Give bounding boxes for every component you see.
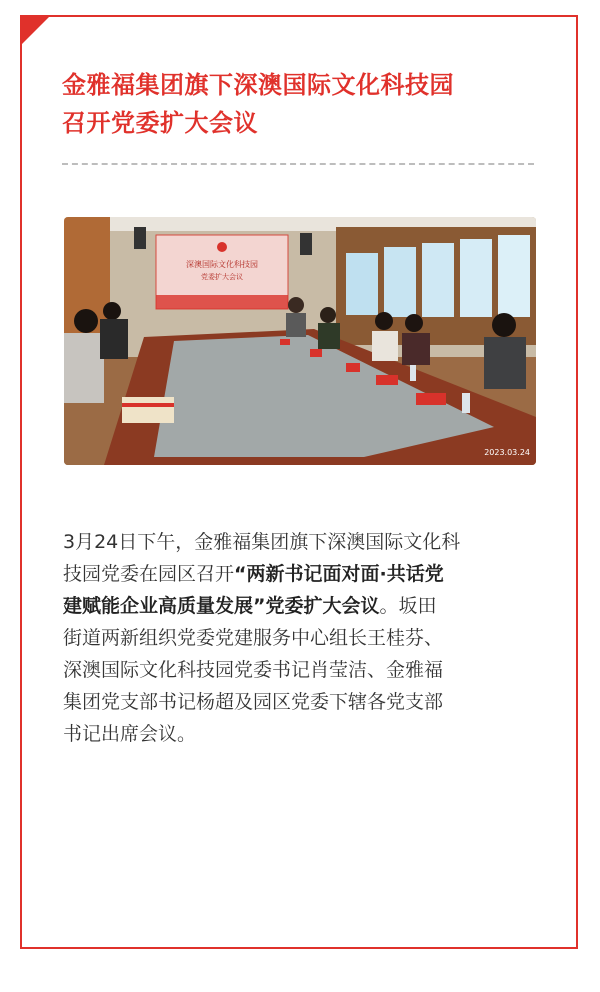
body-line-1: 3月24日下午，金雅福集团旗下深澳国际文化科 — [63, 531, 461, 553]
screen-text-line-1: 深澳国际文化科技园 — [186, 260, 258, 269]
body-line-5: 深澳国际文化科技园党委书记肖莹洁、金雅福 — [63, 659, 444, 681]
article-body — [63, 526, 541, 750]
body-line-2-text: 技园党委在园区召开 — [63, 563, 235, 585]
meeting-theme-part-1: “两新书记面对面·共话党 — [234, 563, 444, 585]
meeting-name: 党委扩大会议 — [265, 595, 380, 617]
photo-date-stamp: 2023.03.24 — [484, 448, 530, 457]
body-line-2 — [63, 558, 541, 590]
screen-text-line-2: 党委扩大会议 — [201, 273, 243, 281]
article-title-line-1: 金雅福集团旗下深澳国际文化科技园 — [62, 71, 454, 99]
meeting-theme-part-2: 建赋能企业高质量发展” — [63, 595, 266, 617]
body-line-7: 书记出席会议。 — [63, 723, 197, 745]
corner-decoration — [20, 15, 51, 46]
body-line-3 — [63, 590, 541, 622]
article-title — [62, 66, 542, 142]
article-card — [20, 15, 578, 949]
meeting-photo — [64, 217, 536, 465]
body-line-4: 街道两新组织党委党建服务中心组长王桂芬、 — [63, 627, 444, 649]
article-title-line-2: 召开党委扩大会议 — [62, 109, 258, 137]
body-line-6: 集团党支部书记杨超及园区党委下辖各党支部 — [63, 691, 444, 713]
dashed-divider — [62, 163, 534, 165]
body-line-3-tail: 。坂田 — [379, 595, 437, 617]
